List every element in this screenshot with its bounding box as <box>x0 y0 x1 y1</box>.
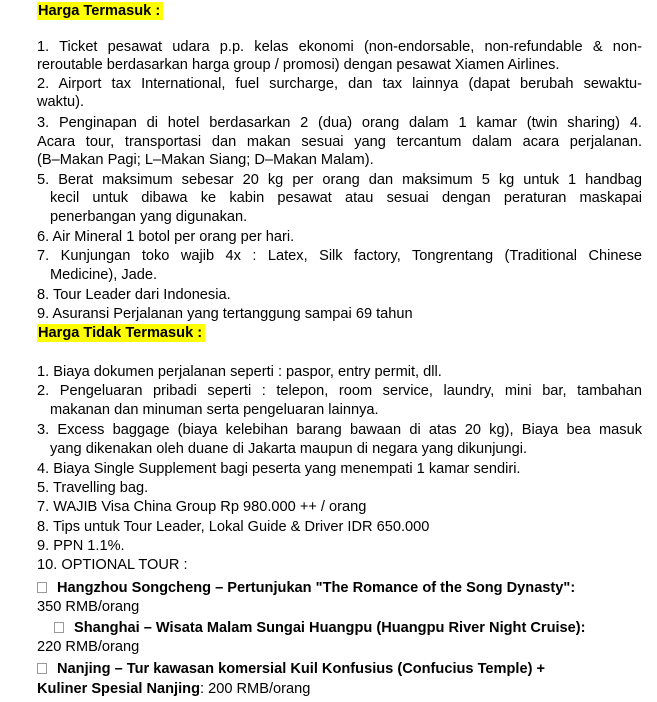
excluded-item-4: 4. Biaya Single Supplement bagi peserta yang menempati 1 kamar sendiri. <box>37 461 521 477</box>
excluded-item-9: 9. PPN 1.1%. <box>37 538 125 554</box>
optional-tour-2-price: 220 RMB/orang <box>37 639 140 655</box>
optional-tour-1-price: 350 RMB/orang <box>37 599 140 615</box>
excluded-item-3-line-2: yang dikenakan oleh duane di Jakarta maupun di negara yang dikunjungi. <box>50 441 528 457</box>
included-item-8: 8. Tour Leader dari Indonesia. <box>37 287 231 303</box>
excluded-heading: Harga Tidak Termasuk : <box>37 324 205 342</box>
included-item-3-line-1: 3. Penginapan di hotel berdasarkan 2 (dua) orang dalam 1 kamar (twin sharing) 4. <box>37 115 642 131</box>
checkbox-icon <box>54 622 64 633</box>
included-item-7-line-1: 7. Kunjungan toko wajib 4x : Latex, Silk factory, Tongrentang (Traditional Chinese <box>37 248 642 264</box>
included-item-5-line-3: penerbangan yang digunakan. <box>50 209 248 225</box>
included-item-7-line-2: Medicine), Jade. <box>50 267 158 283</box>
included-item-1-line-2: reroutable berdasarkan harga group / promosi) dengan pesawat Xiamen Airlines. <box>37 57 560 73</box>
optional-tour-2-name: Shanghai – Wisata Malam Sungai Huangpu (Huangpu River Night Cruise): <box>74 620 586 636</box>
optional-tour-2 <box>54 619 657 637</box>
included-item-5-line-2: kecil untuk dibawa ke kabin pesawat atau sesuai dengan peraturan maskapai <box>50 190 642 206</box>
excluded-item-2-line-2: makanan dan minuman serta pengeluaran lainnya. <box>50 402 379 418</box>
included-item-5-line-1: 5. Berat maksimum sebesar 20 kg per orang dan maksimum 5 kg untuk 1 handbag <box>37 172 642 188</box>
included-item-3-line-3: (B–Makan Pagi; L–Makan Siang; D–Makan Malam). <box>37 152 374 168</box>
optional-tour-1-name: Hangzhou Songcheng – Pertunjukan "The Romance of the Song Dynasty": <box>57 580 576 596</box>
optional-tour-3-name-2: Kuliner Spesial Nanjing <box>37 681 200 697</box>
checkbox-icon <box>37 663 47 674</box>
excluded-item-1: 1. Biaya dokumen perjalanan seperti : paspor, entry permit, dll. <box>37 364 442 380</box>
included-item-3-line-2: Acara tour, transportasi dan makan sesuai yang tercantum dalam acara perjalanan. <box>37 134 642 150</box>
excluded-item-5: 5. Travelling bag. <box>37 480 149 496</box>
checkbox-icon <box>37 582 47 593</box>
included-item-1-line-1: 1. Ticket pesawat udara p.p. kelas ekonomi (non-endorsable, non-refundable & non- <box>37 39 642 55</box>
excluded-item-2-line-1: 2. Pengeluaran pribadi seperti : telepon, room service, laundry, mini bar, tambahan <box>37 383 642 399</box>
included-item-2-line-1: 2. Airport tax International, fuel surcharge, dan tax lainnya (dapat berubah sewaktu- <box>37 76 642 92</box>
optional-tour-3-line-2 <box>37 680 642 698</box>
excluded-item-7: 7. WAJIB Visa China Group Rp 980.000 ++ / orang <box>37 499 367 515</box>
optional-tour-1 <box>37 579 642 597</box>
excluded-item-10: 10. OPTIONAL TOUR : <box>37 557 188 573</box>
excluded-item-8: 8. Tips untuk Tour Leader, Lokal Guide & Driver IDR 650.000 <box>37 519 430 535</box>
optional-tour-3 <box>37 660 642 678</box>
optional-tour-3-price: : 200 RMB/orang <box>200 681 311 697</box>
included-heading: Harga Termasuk : <box>37 2 163 20</box>
included-item-9: 9. Asuransi Perjalanan yang tertanggung sampai 69 tahun <box>37 306 413 322</box>
excluded-item-3-line-1: 3. Excess baggage (biaya kelebihan barang bawaan di atas 20 kg), Biaya bea masuk <box>37 422 642 438</box>
included-item-6: 6. Air Mineral 1 botol per orang per hari. <box>37 229 295 245</box>
optional-tour-3-name-1: Nanjing – Tur kawasan komersial Kuil Konfusius (Confucius Temple) + <box>57 661 546 677</box>
included-item-2-line-2: waktu). <box>37 94 85 110</box>
